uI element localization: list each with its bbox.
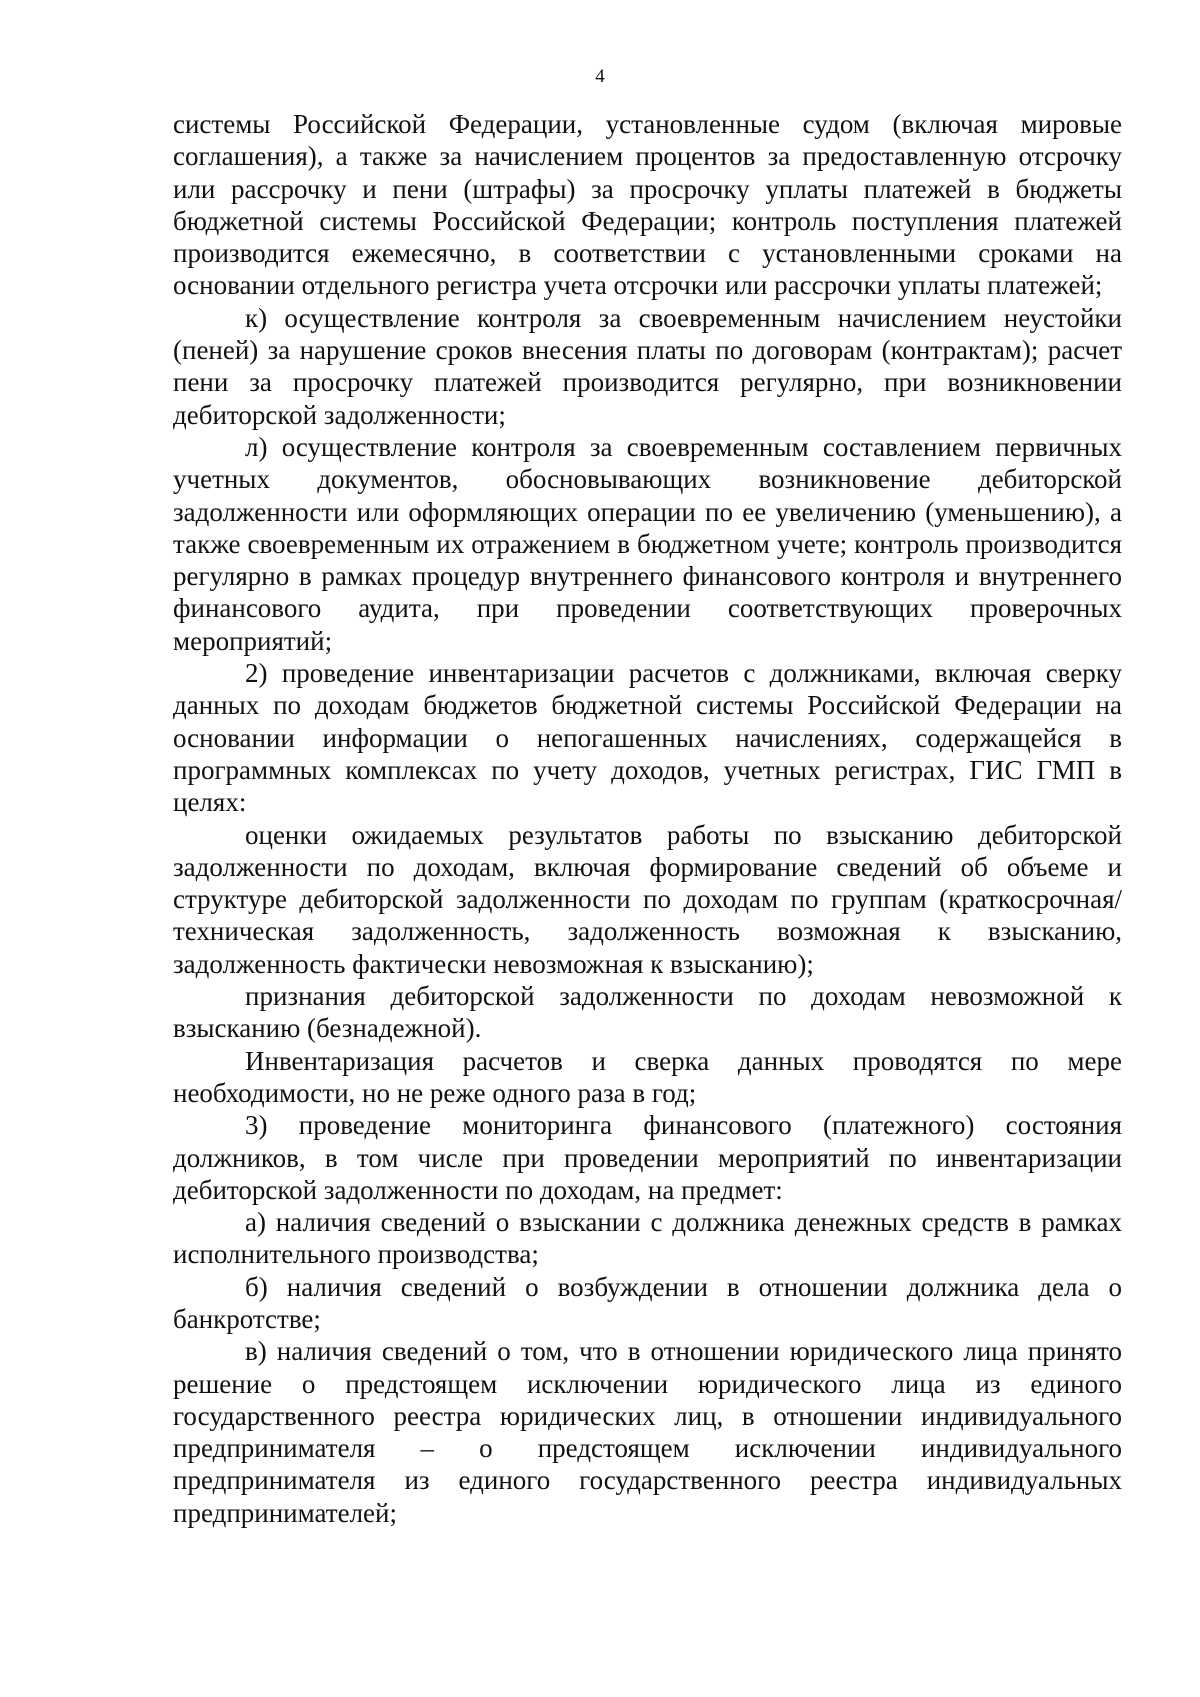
paragraph-a: а) наличия сведений о взыскании с должника денежных средств в рамках исполнительного производства;	[173, 1207, 1122, 1270]
paragraph-b: б) наличия сведений о возбуждении в отношении должника дела о банкротстве;	[173, 1271, 1122, 1334]
paragraph-recognition: признания дебиторской задолженности по доходам невозможной к взысканию (безнадежной).	[173, 981, 1122, 1044]
paragraph-k: к) осуществление контроля за своевременным начислением неустойки (пеней) за нарушение сроков внесения платы по договорам (контрактам); расчет пени за просрочку платежей производится регулярно, при возникновении дебиторской задолженности;	[173, 302, 1122, 430]
paragraph-inventory-frequency: Инвентаризация расчетов и сверка данных проводятся по мере необходимости, но не реже одного раза в год;	[173, 1045, 1122, 1108]
document-body	[173, 108, 1122, 1529]
paragraph-2: 2) проведение инвентаризации расчетов с должниками, включая сверку данных по доходам бюджетов бюджетной системы Российской Федерации на основании информации о непогашенных начислениях, содержащейся в программных комплексах по учету доходов, учетных регистрах, ГИС ГМП в целях:	[173, 658, 1122, 818]
paragraph-evaluation: оценки ожидаемых результатов работы по взысканию дебиторской задолженности по доходам, включая формирование сведений об объеме и структуре дебиторской задолженности по доходам по группам (краткосрочная/техническая задолженность, задолженность возможная к взысканию, задолженность фактически невозможная к взысканию);	[173, 819, 1122, 979]
paragraph-l: л) осуществление контроля за своевременным составлением первичных учетных документов, обосновывающих возникновение дебиторской задолженности или оформляющих операции по ее увеличению (уменьшению), а также своевременным их отражением в бюджетном учете; контроль производится регулярно в рамках процедур внутреннего финансового контроля и внутреннего финансового аудита, при проведении соответствующих проверочных мероприятий;	[173, 431, 1122, 656]
paragraph-v: в) наличия сведений о том, что в отношении юридического лица принято решение о предстоящем исключении юридического лица из единого государственного реестра юридических лиц, в отношении индивидуального предпринимателя – о предстоящем исключении индивидуального предпринимателя из единого государственного реестра индивидуальных предпринимателей;	[173, 1336, 1122, 1528]
page-number: 4	[595, 66, 605, 87]
paragraph-continuation: системы Российской Федерации, установленные судом (включая мировые соглашения), а также за начислением процентов за предоставленную отсрочку или рассрочку и пени (штрафы) за просрочку уплаты платежей в бюджеты бюджетной системы Российской Федерации; контроль поступления платежей производится ежемесячно, в соответствии с установленными сроками на основании отдельного регистра учета отсрочки или рассрочки уплаты платежей;	[173, 109, 1122, 301]
paragraph-3: 3) проведение мониторинга финансового (платежного) состояния должников, в том числе при проведении мероприятий по инвентаризации дебиторской задолженности по доходам, на предмет:	[173, 1110, 1122, 1205]
